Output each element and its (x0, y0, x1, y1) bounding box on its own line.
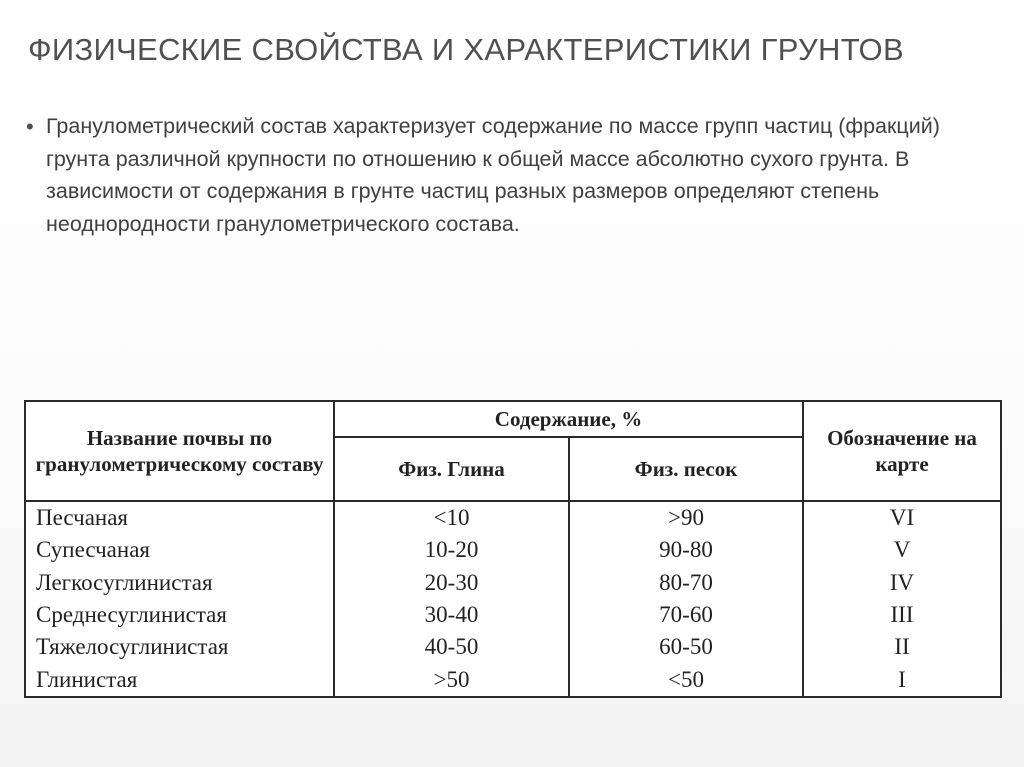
map-mark-cell: I (803, 664, 1001, 697)
soil-name-cell: Легкосуглинистая (25, 567, 334, 599)
clay-cell: 20-30 (334, 567, 569, 599)
table-row (25, 501, 1001, 534)
header-content: Содержание, % (334, 401, 803, 437)
soil-name-cell: Супесчаная (25, 534, 334, 566)
sand-cell: 60-50 (569, 631, 803, 663)
table-row (25, 567, 1001, 599)
clay-cell: 30-40 (334, 599, 569, 631)
map-mark-cell: II (803, 631, 1001, 663)
table-row (25, 599, 1001, 631)
table-header (25, 401, 1001, 501)
clay-cell: 40-50 (334, 631, 569, 663)
map-mark-cell: VI (803, 501, 1001, 534)
bullet-dot-icon: • (26, 114, 34, 139)
clay-cell: >50 (334, 664, 569, 697)
sand-cell: >90 (569, 501, 803, 534)
sand-cell: 90-80 (569, 534, 803, 566)
header-map-mark: Обозначение на карте (803, 401, 1001, 501)
header-phys-clay: Физ. Глина (334, 437, 569, 501)
map-mark-cell: IV (803, 567, 1001, 599)
soil-name-cell: Среднесуглинистая (25, 599, 334, 631)
sand-cell: 80-70 (569, 567, 803, 599)
sand-cell: <50 (569, 664, 803, 697)
slide-title: ФИЗИЧЕСКИЕ СВОЙСТВА И ХАРАКТЕРИСТИКИ ГРУНТОВ (28, 32, 904, 67)
map-mark-cell: V (803, 534, 1001, 566)
soil-classification-table (24, 400, 1000, 698)
table-row (25, 631, 1001, 663)
bullet-item (26, 110, 986, 240)
soil-table (24, 400, 1002, 698)
table-row (25, 534, 1001, 566)
soil-name-cell: Тяжелосуглинистая (25, 631, 334, 663)
bullet-text: Гранулометрический состав характеризует содержание по массе групп частиц (фракций) грунта различной крупности по отношению к общей массе абсолютно сухого грунта. В зависимости от содержания в грунте частиц разных размеров определяют степень неоднородности гранулометрического состава. (46, 114, 940, 236)
table-body (25, 501, 1001, 697)
map-mark-cell: III (803, 599, 1001, 631)
header-phys-sand: Физ. песок (569, 437, 803, 501)
soil-name-cell: Глинистая (25, 664, 334, 697)
soil-name-cell: Песчаная (25, 501, 334, 534)
sand-cell: 70-60 (569, 599, 803, 631)
clay-cell: 10-20 (334, 534, 569, 566)
clay-cell: <10 (334, 501, 569, 534)
table-row (25, 664, 1001, 697)
header-soil-name: Название почвы по гранулометрическому составу (25, 401, 334, 501)
